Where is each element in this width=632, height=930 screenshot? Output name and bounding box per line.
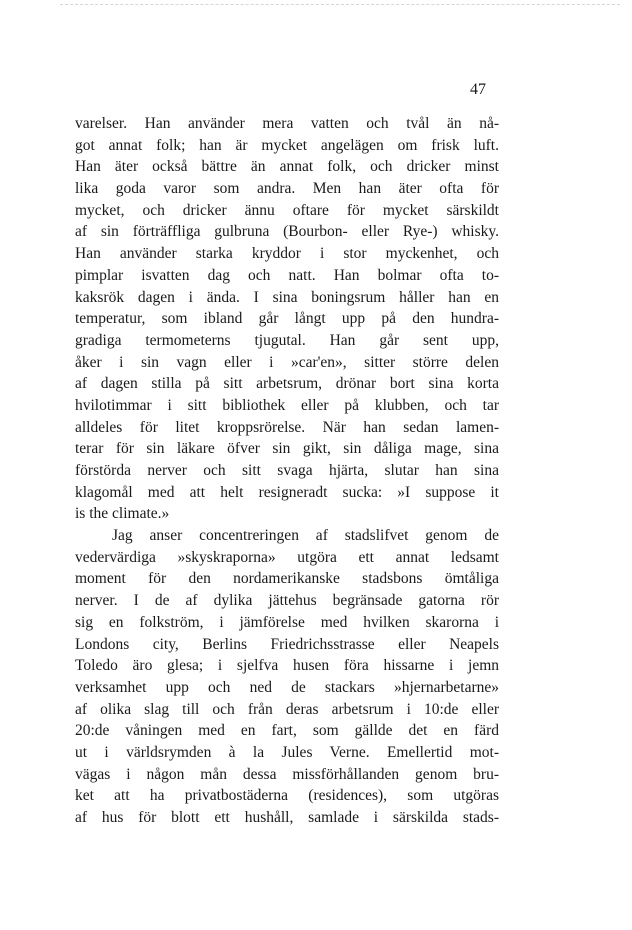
text-line: vedervärdiga »skyskraporna» utgöra ett annat ledsamt [75, 548, 499, 566]
text-line: af dagen stilla på sitt arbetsrum, drönar bort sina korta [75, 375, 499, 393]
page-number: 47 [470, 81, 486, 98]
text-line: pimplar isvatten dag och natt. Han bolmar ofta to- [75, 266, 499, 284]
text-line: Toledo äro glesa; i sjelfva husen föra hissarne i jemn [75, 657, 499, 675]
text-line: förstörda nerver och sitt svaga hjärta, slutar han sina [75, 462, 499, 479]
text-line: Han äter också bättre än annat folk, och dricker minst [75, 158, 499, 176]
text-line: varelser. Han använder mera vatten och tvål än nå- [75, 115, 499, 132]
top-edge-rule [60, 4, 620, 5]
text-line: moment för den nordamerikanske stadsbons ömtåliga [75, 570, 499, 588]
text-line: is the climate.» [75, 505, 170, 523]
text-line: temperatur, som ibland går långt upp på den hundra- [75, 310, 499, 328]
text-line: Han använder starka kryddor i stor myckenhet, och [75, 245, 499, 263]
text-line: kaksrök dagen i ända. I sina boningsrum håller han en [75, 288, 499, 306]
text-line: sig en folkström, i jämförelse med hvilken skarorna i [75, 613, 499, 631]
text-line: gradiga termometerns tjugutal. Han går sent upp, [75, 331, 499, 349]
text-line: got annat folk; han är mycket angelägen om frisk luft. [75, 136, 499, 154]
text-line: af sin förträffliga gulbruna (Bourbon- eller Rye-) whisky. [75, 223, 499, 241]
text-line: lika goda varor som andra. Men han äter ofta för [75, 180, 499, 198]
text-line: åker i sin vagn eller i »car'en», sitter större delen [75, 353, 499, 371]
text-line: 20:de våningen med en fart, som gällde det en färd [75, 722, 499, 740]
text-line: Londons city, Berlins Friedrichsstrasse eller Neapels [75, 635, 499, 653]
body-text [75, 113, 499, 829]
text-line: ut i världsrymden à la Jules Verne. Emellertid mot- [75, 743, 499, 761]
text-line: terar för sin läkare öfver sin gikt, sin dåliga mage, sina [75, 440, 499, 458]
text-line: nerver. I de af dylika jättehus begränsade gatorna rör [75, 592, 499, 610]
text-line: ket att ha privatbostäderna (residences), som utgöras [75, 787, 499, 805]
text-line: klagomål med att helt resigneradt sucka: »I suppose it [75, 483, 499, 501]
text-line: af olika slag till och från deras arbetsrum i 10:de eller [75, 700, 499, 718]
text-line: hvilotimmar i sitt bibliothek eller på klubben, och tar [75, 396, 499, 414]
text-line: Jag anser concentreringen af stadslifvet genom de [112, 527, 499, 545]
text-line: vägas i någon mån dessa missförhållanden genom bru- [75, 765, 499, 783]
text-line: alldeles för litet kroppsrörelse. När han sedan lamen- [75, 418, 499, 436]
text-line: mycket, och dricker ännu oftare för mycket särskildt [75, 201, 499, 219]
text-line: verksamhet upp och ned de stackars »hjernarbetarne» [75, 678, 499, 696]
text-line: af hus för blott ett hushåll, samlade i särskilda stads- [75, 809, 499, 826]
